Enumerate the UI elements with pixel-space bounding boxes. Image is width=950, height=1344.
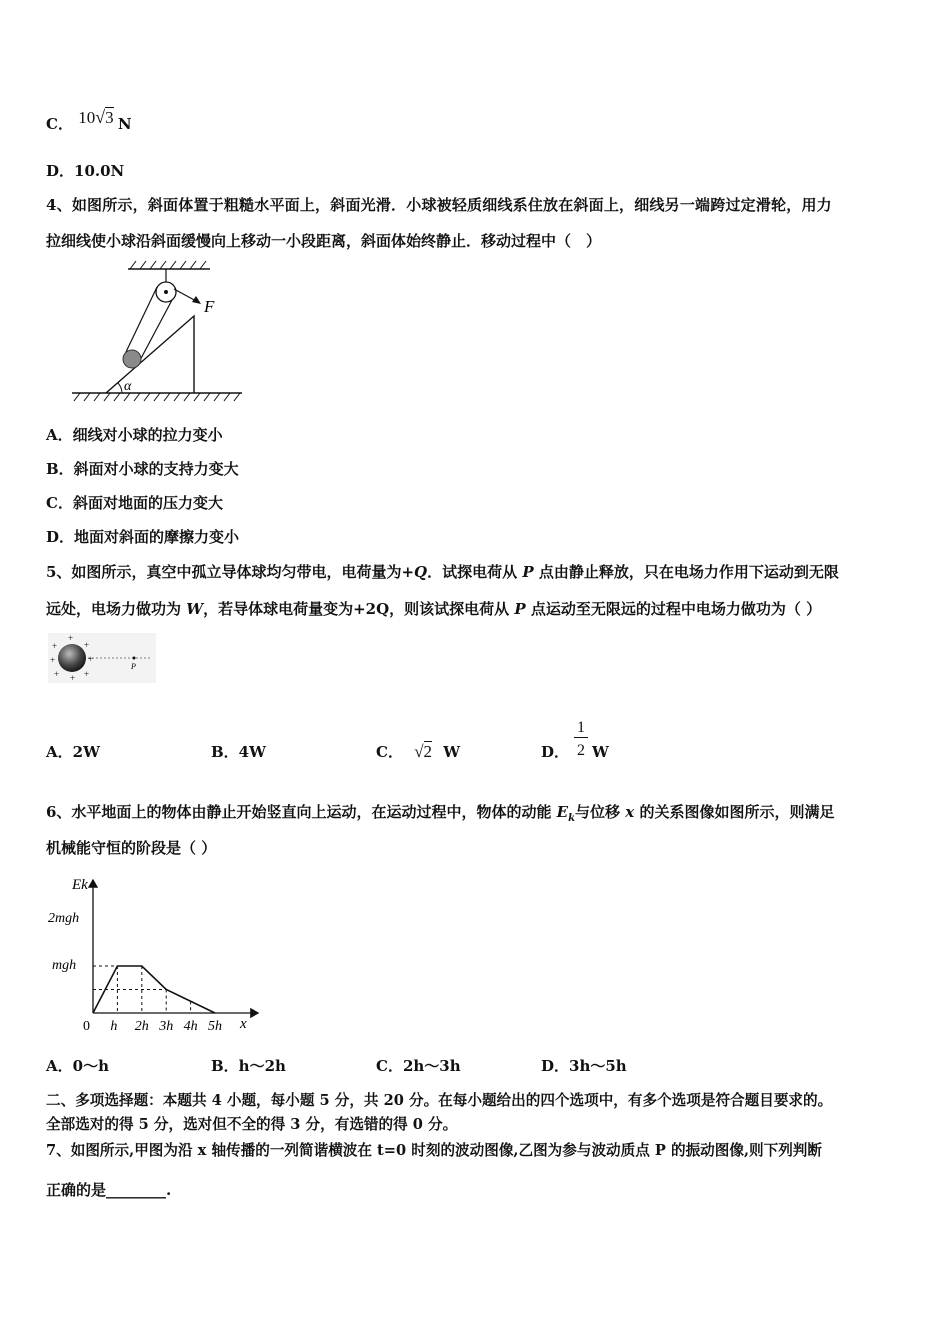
q4-stem-line1: 4、如图所示，斜面体置于粗糙水平面上，斜面光滑．小球被轻质细线系住放在斜面上，细线另一端跨过定滑轮，用力 (46, 196, 832, 214)
q6-option-a: A．0～h (46, 1057, 109, 1075)
q4-option-c: C．斜面对地面的压力变大 (46, 494, 223, 512)
q7-stem-line2: 正确的是________. (46, 1181, 172, 1199)
q4-option-b: B．斜面对小球的支持力变大 (46, 460, 239, 478)
q5-option-a: A．2W (46, 743, 100, 761)
svg-text:+: + (84, 669, 90, 679)
q4-stem-line2: 拉细线使小球沿斜面缓慢向上移动一小段距离，斜面体始终静止．移动过程中（ ） (46, 232, 602, 250)
svg-text:+: + (70, 673, 76, 683)
q6-y-tick-2mgh: 2mgh (48, 911, 80, 926)
q6-x-tick-2: 2h (134, 1019, 149, 1034)
svg-text:+: + (54, 669, 60, 679)
q3-option-c-unit: N (117, 115, 132, 133)
q6-x-tick-3: 3h (159, 1019, 174, 1034)
svg-text:+: + (88, 654, 94, 664)
q5-stem-line2: 远处，电场力做功为 W，若导体球电荷量变为+2Q，则该试探电荷从 P 点运动至无限远的过程中电场力做功为（ ） (46, 600, 822, 618)
section2-heading-line1: 二、多项选择题：本题共 4 小题，每小题 5 分，共 20 分。在每小题给出的四个选项中，有多个选项是符合题目要求的。 (46, 1092, 833, 1109)
q6-ek-graph (40, 872, 265, 1044)
q6-x-tick-4: 4h (183, 1019, 198, 1034)
svg-text:+: + (84, 640, 90, 650)
q6-option-d: D．3h～5h (541, 1057, 627, 1075)
q6-y-tick-mgh: mgh (52, 958, 77, 973)
q6-x-tick-1: h (110, 1019, 118, 1034)
q3-option-d: D．10.0N (46, 162, 125, 180)
q4-figure-incline-pulley (70, 260, 250, 410)
q3-option-c-value: 10√3 (78, 107, 114, 127)
q5-option-b: B．4W (211, 743, 266, 761)
q6-x-axis-label: x (240, 1016, 247, 1032)
q5-point-label: P (131, 662, 136, 671)
q5-option-d-fraction: 1 2 (574, 718, 588, 760)
q4-option-a: A．细线对小球的拉力变小 (46, 426, 223, 444)
svg-text:+: + (68, 633, 74, 643)
q4-force-label: F (204, 297, 215, 316)
q5-stem-line1: 5、如图所示，真空中孤立导体球均匀带电，电荷量为+Q．试探电荷从 P 点由静止释放，只在电场力作用下运动到无限 (46, 563, 839, 581)
q6-stem-line2: 机械能守恒的阶段是（ ） (46, 839, 217, 857)
svg-text:+: + (52, 641, 58, 651)
q5-figure-charged-sphere (48, 633, 156, 683)
q3-option-c (46, 107, 132, 134)
q6-option-c: C．2h～3h (376, 1057, 461, 1075)
q6-x-tick-0: 0 (83, 1019, 90, 1034)
q7-stem-line1: 7、如图所示,甲图为沿 x 轴传播的一列简谐横波在 t=0 时刻的波动图像,乙图为参与波动质点 P 的振动图像,则下列判断 (46, 1142, 822, 1159)
svg-text:+: + (50, 655, 56, 665)
q4-angle-label: α (124, 379, 132, 394)
q5-option-d-unit: W (592, 743, 609, 761)
q3-option-c-label: C． (46, 115, 73, 133)
q6-stem-line1: 6、水平地面上的物体由静止开始竖直向上运动，在运动过程中，物体的动能 $E_k$与位移 x 的关系图像如图所示，则满足 (46, 803, 835, 824)
q6-y-axis-label: Ek (72, 877, 88, 893)
q6-x-tick-5: 5h (208, 1019, 222, 1034)
section2-heading-line2: 全部选对的得 5 分，选对但不全的得 3 分，有选错的得 0 分。 (46, 1116, 458, 1133)
q5-option-c: C． √2 W (376, 742, 461, 761)
q6-option-b: B．h～2h (211, 1057, 286, 1075)
q5-option-d-label: D． (541, 743, 570, 761)
q4-option-d: D．地面对斜面的摩擦力变小 (46, 528, 240, 546)
